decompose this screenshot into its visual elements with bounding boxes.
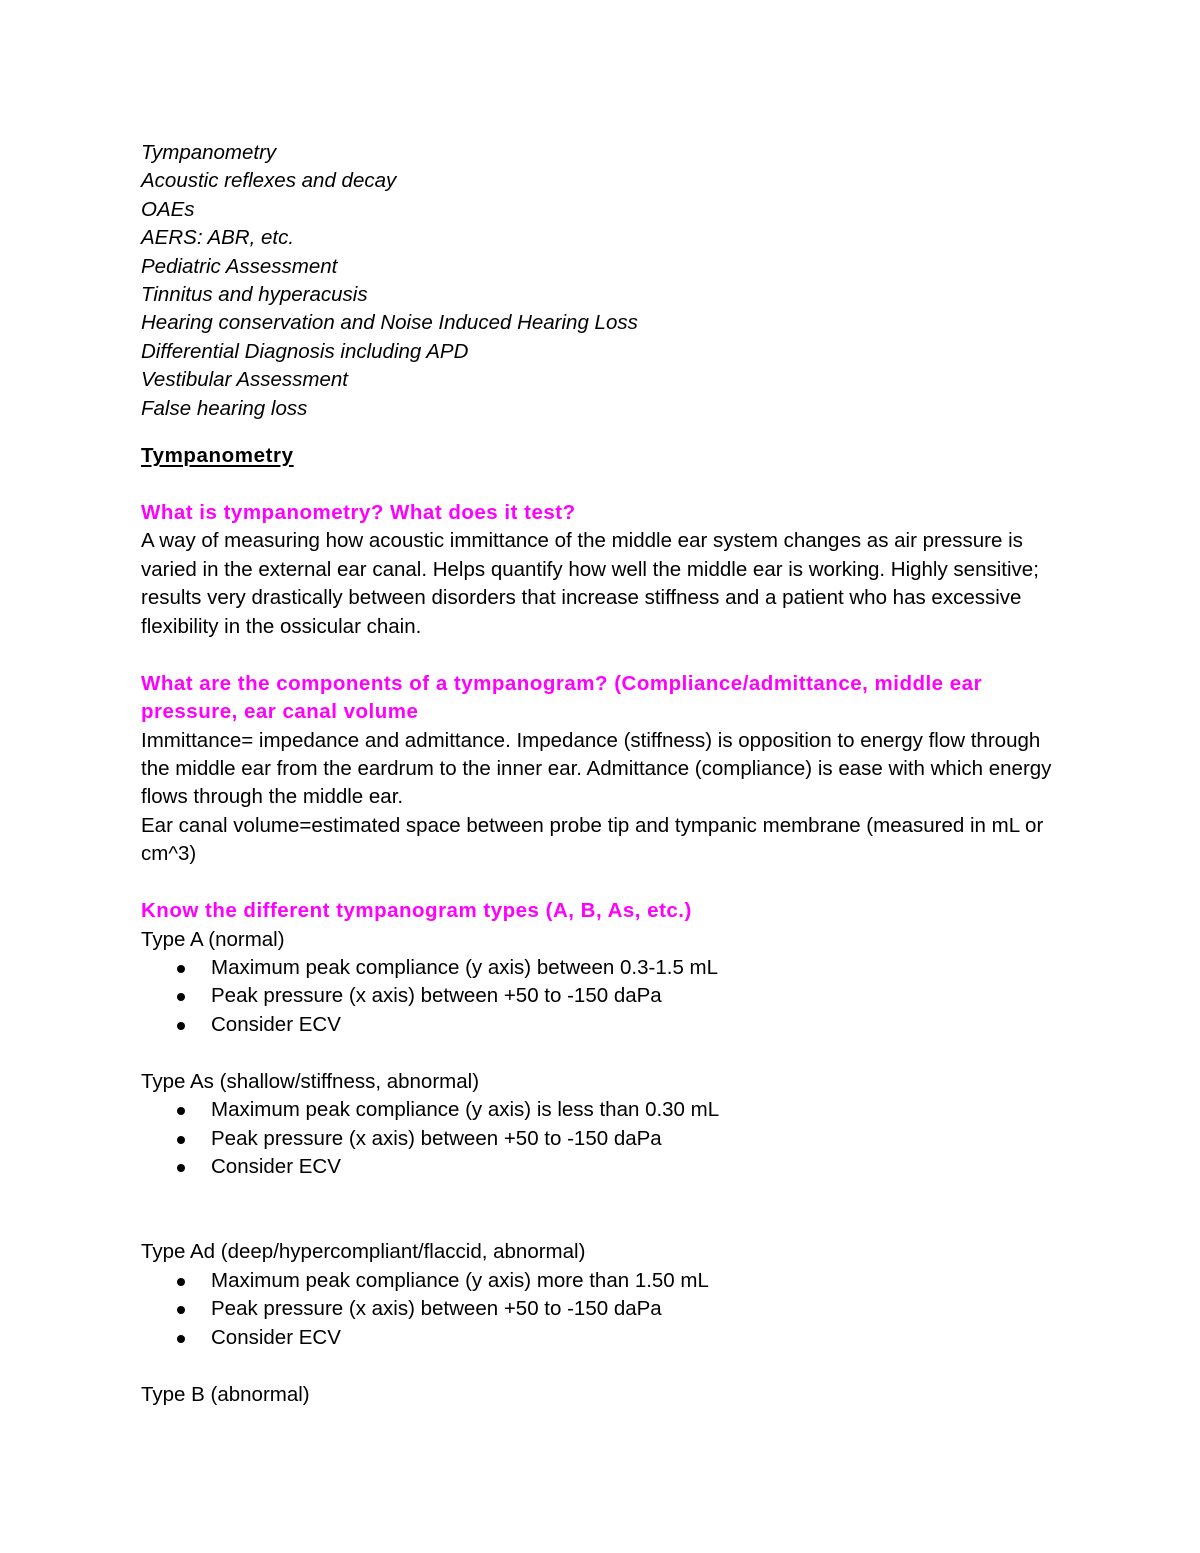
bullet-item: Maximum peak compliance (y axis) is less than 0.30 mL xyxy=(141,1096,1061,1124)
topic-item: Hearing conservation and Noise Induced Hearing Loss xyxy=(141,311,638,335)
bullet-list xyxy=(141,954,1061,1039)
topic-item: Pediatric Assessment xyxy=(141,254,338,278)
bullet-item: Consider ECV xyxy=(141,1153,1061,1181)
question-block-2 xyxy=(141,670,1061,869)
bullet-list xyxy=(141,1267,1061,1352)
topic-item: Vestibular Assessment xyxy=(141,368,348,392)
answer-text: A way of measuring how acoustic immittance of the middle ear system changes as air pressure is varied in the external ear canal. Helps quantify how well the middle ear is working. Highly sensitive; results very drastically between disorders that increase stiffness and a patient who has excessive flexibility in the ossicular chain. xyxy=(141,529,1039,638)
bullet-item: Maximum peak compliance (y axis) between 0.3-1.5 mL xyxy=(141,954,1061,982)
topic-item: Tinnitus and hyperacusis xyxy=(141,283,368,307)
question-heading: What are the components of a tympanogram? (Compliance/admittance, middle ear pressure, ear canal volume xyxy=(141,671,983,724)
question-block-3 xyxy=(141,897,1061,1409)
answer-text: Immittance= impedance and admittance. Impedance (stiffness) is opposition to energy flow through the middle ear from the eardrum to the inner ear. Admittance (compliance) is ease with which energy flows through the middle ear. xyxy=(141,728,1052,809)
bullet-list xyxy=(141,1096,1061,1181)
bullet-item: Peak pressure (x axis) between +50 to -150 daPa xyxy=(141,1125,1061,1153)
topic-item: False hearing loss xyxy=(141,396,308,420)
question-heading: What is tympanometry? What does it test? xyxy=(141,501,576,525)
question-block-1 xyxy=(141,499,1061,641)
topic-item: OAEs xyxy=(141,197,195,221)
bullet-item: Consider ECV xyxy=(141,1011,1061,1039)
document-page xyxy=(141,139,1061,1409)
topic-item: AERS: ABR, etc. xyxy=(141,226,295,250)
type-label: Type A (normal) xyxy=(141,927,285,951)
type-label: Type As (shallow/stiffness, abnormal) xyxy=(141,1069,480,1093)
topic-item: Differential Diagnosis including APD xyxy=(141,339,469,363)
topic-item: Tympanometry xyxy=(141,141,277,164)
type-label: Type Ad (deep/hypercompliant/flaccid, abnormal) xyxy=(141,1240,586,1264)
answer-text: Ear canal volume=estimated space between probe tip and tympanic membrane (measured in mL or cm^3) xyxy=(141,813,1044,866)
topic-list xyxy=(141,139,1061,423)
bullet-item: Peak pressure (x axis) between +50 to -150 daPa xyxy=(141,1295,1061,1323)
type-label: Type B (abnormal) xyxy=(141,1382,310,1406)
bullet-item: Consider ECV xyxy=(141,1324,1061,1352)
topic-item: Acoustic reflexes and decay xyxy=(141,169,397,193)
question-heading: Know the different tympanogram types (A, B, As, etc.) xyxy=(141,899,692,923)
bullet-item: Peak pressure (x axis) between +50 to -150 daPa xyxy=(141,982,1061,1010)
bullet-item: Maximum peak compliance (y axis) more than 1.50 mL xyxy=(141,1267,1061,1295)
section-title: Tympanometry xyxy=(141,444,294,468)
